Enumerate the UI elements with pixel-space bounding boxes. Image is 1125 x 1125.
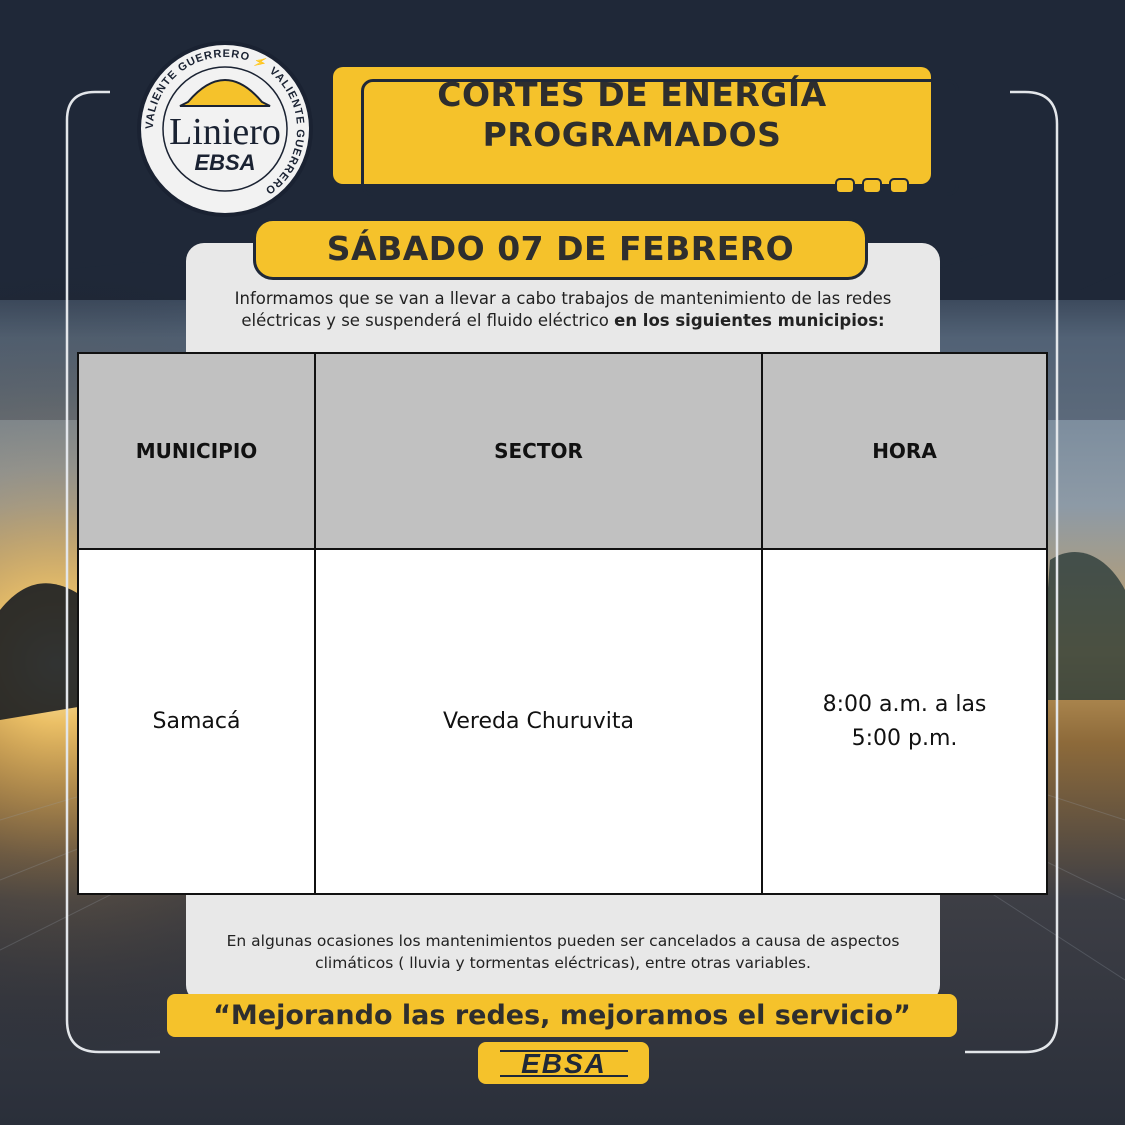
header-sector: SECTOR <box>315 353 762 549</box>
outage-table <box>77 352 1048 895</box>
header-hora: HORA <box>762 353 1047 549</box>
ebsa-logo-mark <box>478 1042 649 1084</box>
date-label: SÁBADO 07 DE FEBRERO <box>326 229 795 268</box>
page-title <box>333 75 931 155</box>
slogan-banner <box>167 994 957 1037</box>
disclaimer-text: En algunas ocasiones los mantenimientos pueden ser cancelados a causa de aspectos climáticos ( lluvia y tormentas eléctricas), entre otras variables. <box>226 932 900 972</box>
cell-hora-line-1: 8:00 a.m. a las <box>822 691 987 717</box>
title-line-2: PROGRAMADOS <box>482 115 782 154</box>
ebsa-footer-logo <box>478 1042 649 1084</box>
table-row <box>78 549 1047 894</box>
badge-ring-text: VALIENTE GUERRERO ⚡ VALIENTE GUERRERO <box>143 47 307 197</box>
title-line-1: CORTES DE ENERGÍA <box>437 75 827 114</box>
cell-municipio: Samacá <box>78 549 315 894</box>
badge-name: Liniero <box>169 111 281 153</box>
table-header-row <box>78 353 1047 549</box>
liniero-badge <box>130 40 320 218</box>
intro-paragraph <box>196 288 930 332</box>
header-municipio: MUNICIPIO <box>78 353 315 549</box>
cell-sector: Vereda Churuvita <box>315 549 762 894</box>
slogan-text: “Mejorando las redes, mejoramos el servicio” <box>213 1000 911 1031</box>
cell-hora-line-2: 5:00 p.m. <box>851 725 958 751</box>
cell-hora <box>762 549 1047 894</box>
badge-brand-logo: EBSA <box>194 150 256 175</box>
intro-bold-text: en los siguientes municipios: <box>614 311 885 330</box>
date-banner <box>253 218 868 280</box>
intro-text: Informamos que se van a llevar a cabo trabajos de mantenimiento de las redes eléctricas y se suspenderá el fluido eléctrico <box>234 289 892 330</box>
ebsa-logo-text: EBSA <box>521 1048 607 1079</box>
title-dots-decoration <box>834 176 914 196</box>
